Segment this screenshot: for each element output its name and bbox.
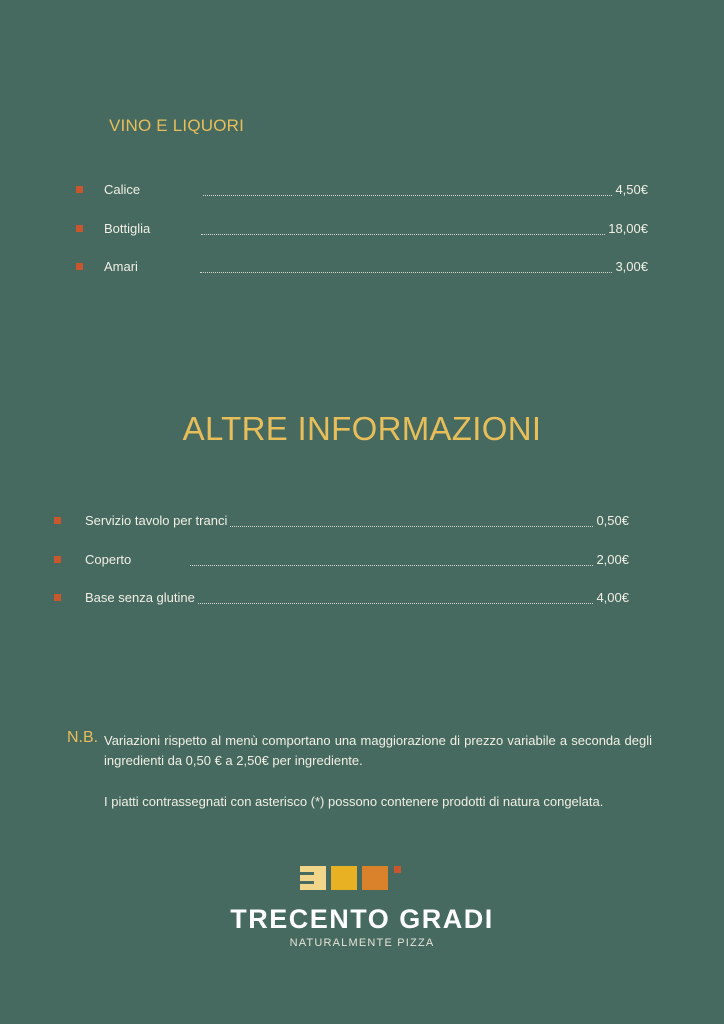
info-item-coperto: [85, 549, 629, 569]
brand-tagline: NATURALMENTE PIZZA: [289, 937, 435, 949]
wine-item-label: Bottiglia: [104, 220, 151, 236]
wine-item-label: Amari: [104, 258, 138, 274]
bullet-icon: [54, 556, 61, 563]
dotted-leader: [230, 526, 593, 527]
wine-section-title: VINO E LIQUORI: [109, 116, 245, 135]
wine-item-price: 3,00€: [615, 258, 648, 274]
dotted-leader: [203, 195, 612, 196]
info-item-price: 4,00€: [596, 589, 629, 605]
dotted-leader: [201, 234, 605, 235]
wine-item-label: Calice: [104, 181, 141, 197]
wine-item-price: 18,00€: [608, 220, 648, 236]
bullet-icon: [76, 263, 83, 270]
info-item-label: Base senza glutine: [85, 589, 195, 605]
brand-logo-icon: [300, 866, 410, 892]
notes-label: N.B.: [67, 729, 99, 746]
info-section-title: ALTRE INFORMAZIONI: [182, 410, 542, 447]
bullet-icon: [76, 186, 83, 193]
wine-item-price: 4,50€: [615, 181, 648, 197]
dotted-leader: [190, 565, 593, 566]
notes-paragraph-variations: Variazioni rispetto al menù comportano una maggiorazione di prezzo variabile a seconda degli ingredienti da 0,50 € a 2,50€ per ingrediente.: [104, 733, 652, 768]
wine-item-calice: [104, 179, 648, 199]
dotted-leader: [200, 272, 612, 273]
wine-item-amari: [104, 256, 648, 276]
info-item-price: 0,50€: [596, 512, 629, 528]
bullet-icon: [54, 517, 61, 524]
info-item-servizio: [85, 510, 629, 530]
wine-item-bottiglia: [104, 218, 648, 238]
info-item-glutine: [85, 587, 629, 607]
info-item-price: 2,00€: [596, 551, 629, 567]
info-item-label: Servizio tavolo per tranci: [85, 512, 228, 528]
bullet-icon: [54, 594, 61, 601]
brand-name: TRECENTO GRADI: [230, 904, 494, 934]
bullet-icon: [76, 225, 83, 232]
info-item-label: Coperto: [85, 551, 132, 567]
dotted-leader: [198, 603, 594, 604]
notes-paragraph-frozen: I piatti contrassegnati con asterisco (*) possono contenere prodotti di natura congelata.: [104, 794, 604, 809]
